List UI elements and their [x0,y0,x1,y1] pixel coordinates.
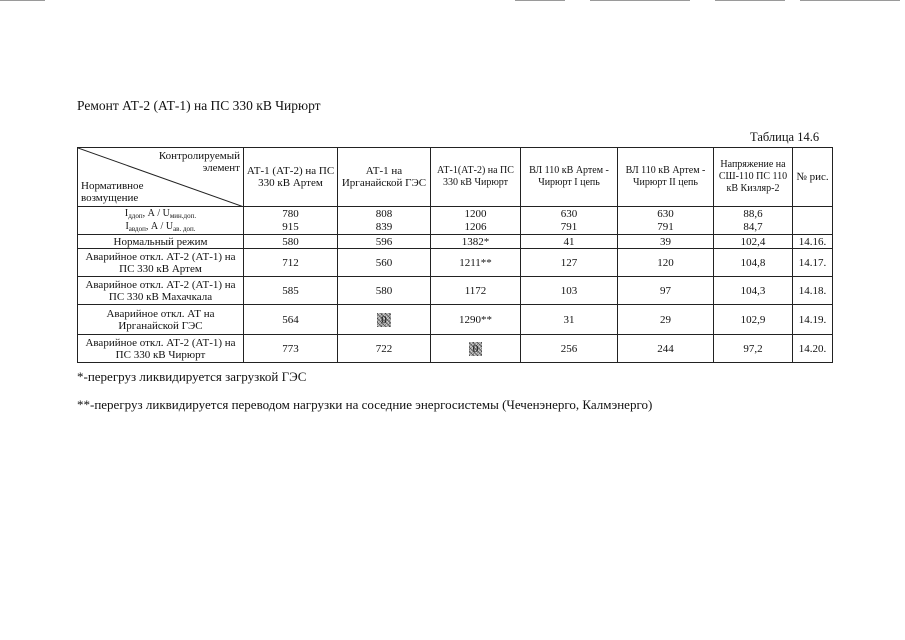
table-cell: 102,9 [714,305,793,335]
row-label: Аварийное откл. АТ на Ирганайской ГЭС [78,305,244,335]
table-cell: 564 [244,305,338,335]
table-cell: 14.16. [793,235,833,249]
table-cell: 104,3 [714,277,793,305]
table-cell: 585 [244,277,338,305]
table-cell: 1382* [431,235,521,249]
table-cell: 560 [338,249,431,277]
row-label: Аварийное откл. АТ-2 (АТ-1) на ПС 330 кВ Махачкала [78,277,244,305]
table-cell: 41 [521,235,618,249]
row-label: Нормальный режим [78,235,244,249]
table-cell: 39 [618,235,714,249]
table-cell: 596 [338,235,431,249]
table-cell: 14.20. [793,335,833,363]
table-cell: 1211** [431,249,521,277]
table-cell: 104,8 [714,249,793,277]
footnote-single-star: *-перегруз ликвидируется загрузкой ГЭС [77,369,307,384]
table-cell: 580 [338,277,431,305]
column-header: Напряжение на СШ-110 ПС 110 кВ Кизляр-2 [714,148,793,207]
corner-controlled-element: Контролируемый элемент [158,150,240,174]
table-cell: 1290** [431,305,521,335]
emergency-limit-label: $I_{авдоп}$, А / $U_{ав. доп.}$ [125,220,196,233]
column-header: АТ-1 на Ирганайской ГЭС [338,148,431,207]
table-cell: 256 [521,335,618,363]
table-row [78,335,833,363]
table-cell: 102,4 [714,235,793,249]
table-cell: 722 [338,335,431,363]
table-cell: 14.18. [793,277,833,305]
table-cell: 244 [618,335,714,363]
table-cell: 103 [521,277,618,305]
limit-value-cell: 808 839 [338,207,431,235]
table-cell: 580 [244,235,338,249]
scan-edge-line [800,0,900,1]
column-header: АТ-1(АТ-2) на ПС 330 кВ Чирюрт [431,148,521,207]
table-cell: 712 [244,249,338,277]
table-cell: 97,2 [714,335,793,363]
table-row [78,305,833,335]
scan-edge-line [0,0,45,1]
scan-edge-line [515,0,565,1]
limit-value-cell [793,207,833,235]
row-label: Аварийное откл. АТ-2 (АТ-1) на ПС 330 кВ Артем [78,249,244,277]
row-label: Аварийное откл. АТ-2 (АТ-1) на ПС 330 кВ Чирюрт [78,335,244,363]
column-header: ВЛ 110 кВ Артем - Чирюрт I цепь [521,148,618,207]
scan-edge-line [715,0,785,1]
table-cell: 773 [244,335,338,363]
limit-value-cell: 630 791 [618,207,714,235]
redaction-patch: 0 [469,342,483,356]
table-cell: 31 [521,305,618,335]
limits-row [78,207,833,235]
table-row [78,235,833,249]
results-table [77,147,833,363]
table-cell: 14.19. [793,305,833,335]
long-term-limit-label: $I_{ддоп}$, А / $U_{мин.доп.}$ [124,207,197,220]
limit-value-cell: 1200 1206 [431,207,521,235]
table-cell: 97 [618,277,714,305]
table-cell-redacted [338,305,431,335]
limit-value-cell: 630 791 [521,207,618,235]
table-row [78,277,833,305]
table-cell: 14.17. [793,249,833,277]
redaction-patch: 0 [377,313,391,327]
table-cell: 127 [521,249,618,277]
limits-label-cell [78,207,244,235]
column-header: ВЛ 110 кВ Артем - Чирюрт II цепь [618,148,714,207]
table-cell: 1172 [431,277,521,305]
table-cell-redacted [431,335,521,363]
table-cell: 29 [618,305,714,335]
header-corner-cell [78,148,244,207]
table-row [78,249,833,277]
scan-edge-line [590,0,690,1]
document-title: Ремонт АТ-2 (АТ-1) на ПС 330 кВ Чирюрт [77,98,321,113]
table-cell: 120 [618,249,714,277]
table-number: Таблица 14.6 [750,130,820,144]
limit-value-cell: 88,6 84,7 [714,207,793,235]
limit-value-cell: 780 915 [244,207,338,235]
footnote-double-star: **-перегруз ликвидируется переводом нагрузки на соседние энергосистемы (Чеченэнерго, Калмэнерго) [77,397,653,412]
column-header: № рис. [793,148,833,207]
corner-normative-disturbance: Нормативное возмущение [81,180,144,204]
column-header: АТ-1 (АТ-2) на ПС 330 кВ Артем [244,148,338,207]
header-row [78,148,833,207]
